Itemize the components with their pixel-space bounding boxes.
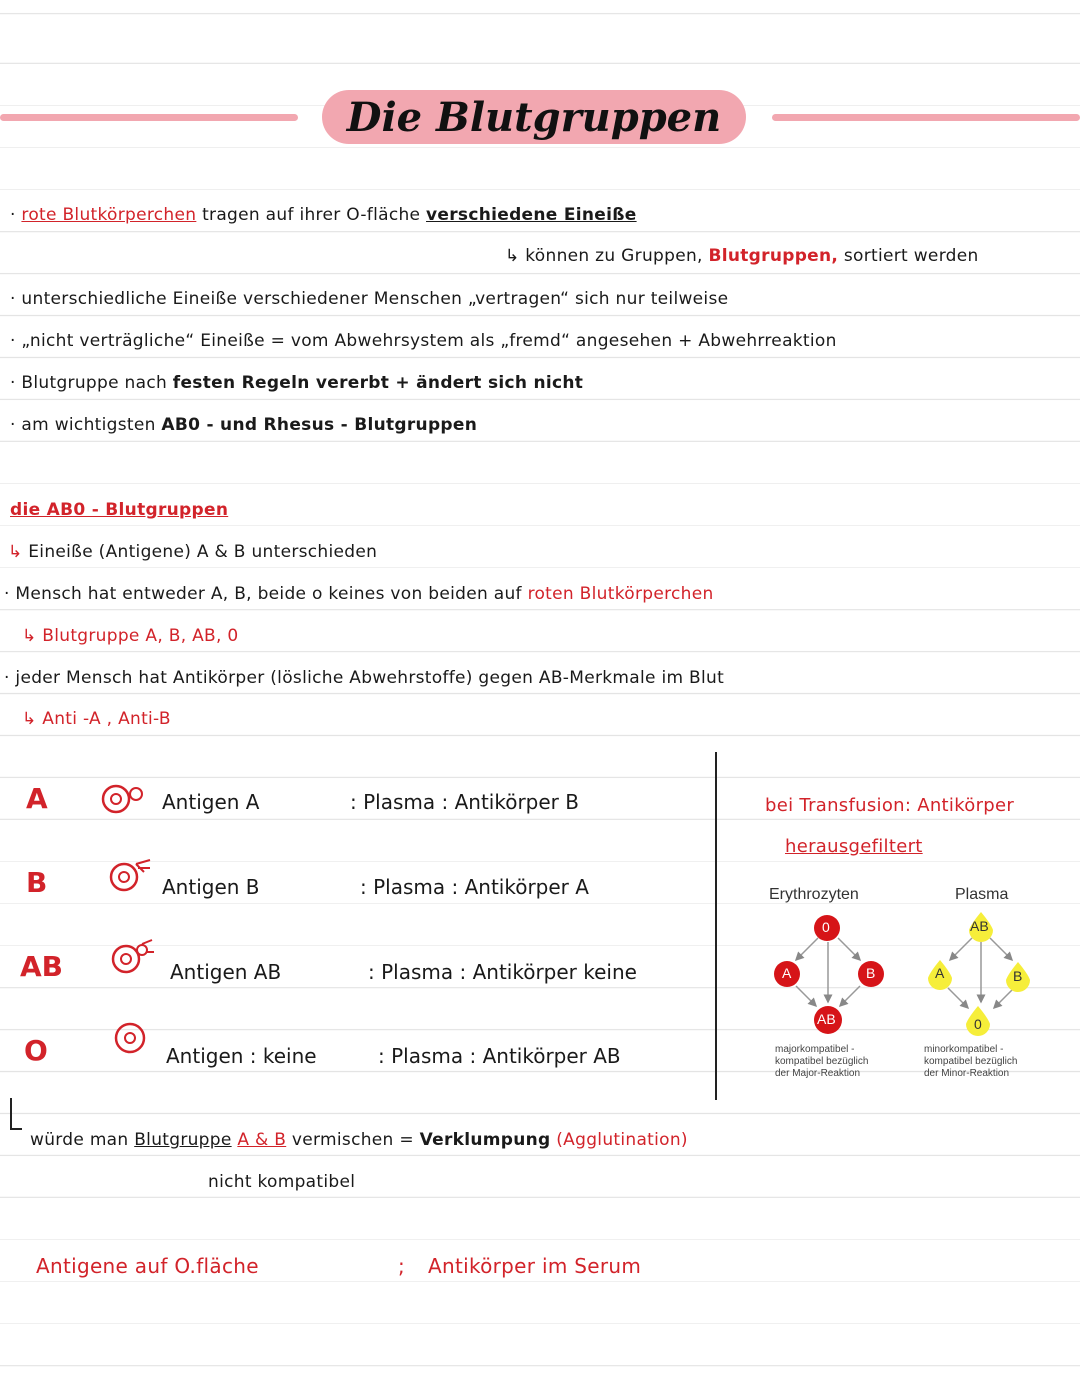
note-text: Blutgruppe A, B, AB, 0	[42, 626, 239, 646]
note-emph-red: Blutgruppen,	[708, 246, 839, 266]
note-text: „nicht verträgliche“ Eineiße = vom Abwehrsystem als „fremd“ angesehen + Abwehrreaktion	[21, 331, 837, 351]
node-label: 0	[974, 1016, 982, 1032]
node-label: 0	[822, 919, 830, 935]
arrow-icon: ↳	[8, 542, 23, 562]
node-label: AB	[970, 918, 989, 934]
group-letter: B	[26, 866, 48, 899]
antigen-label: Antigen : keine	[166, 1044, 317, 1068]
red-cell-icon	[112, 1020, 152, 1056]
plasma-label: : Plasma : Antikörper AB	[378, 1044, 621, 1068]
corner-arrow	[10, 1128, 22, 1130]
note-text: tragen auf ihrer O-fläche	[202, 205, 421, 225]
diagram-right-caption: minorkompatibel - kompatibel bezüglich der Minor-Reaktion	[924, 1044, 1018, 1079]
divider	[715, 752, 717, 1100]
note-line-6: · am wichtigsten AB0 - und Rhesus - Blutgruppen	[10, 415, 478, 435]
title-pill	[322, 90, 746, 144]
red-cell-icon	[100, 782, 148, 816]
note-emph: festen Regeln vererbt + ändert sich nicht	[172, 373, 584, 393]
node-label: A	[782, 965, 792, 981]
plasma-label: : Plasma : Antikörper keine	[368, 960, 637, 984]
note-text: Anti -A , Anti-B	[42, 709, 171, 729]
corner-arrow	[10, 1098, 12, 1130]
plasma-label: : Plasma : Antikörper B	[350, 790, 579, 814]
note-text: Mensch hat entweder A, B, beide o keines von beiden auf	[15, 584, 522, 604]
diagram-left-caption: majorkompatibel - kompatibel bezüglich der Major-Reaktion	[775, 1044, 869, 1079]
red-cell-icon	[108, 938, 156, 974]
footer-right: Antikörper im Serum	[428, 1254, 642, 1278]
note-text: am wichtigsten	[21, 415, 156, 435]
note-text: Blutgruppe nach	[21, 373, 168, 393]
abo-line-4: · jeder Mensch hat Antikörper (lösliche Abwehrstoffe) gegen AB-Merkmale im Blut	[4, 668, 725, 688]
red-cell-icon	[106, 856, 154, 892]
note-line-1: · rote Blutkörperchen tragen auf ihrer O-fläche verschiedene Eineiße	[10, 205, 637, 225]
node-label: B	[866, 965, 876, 981]
note-text: Eineiße (Antigene) A & B unterschieden	[28, 542, 378, 562]
mix-line	[30, 1130, 688, 1150]
mix-sub: nicht kompatibel	[208, 1172, 356, 1192]
abo-line-5	[22, 709, 171, 729]
node-label: AB	[817, 1011, 836, 1027]
node-label: A	[935, 965, 945, 981]
antigen-label: Antigen AB	[170, 960, 282, 984]
group-letter: AB	[20, 950, 64, 983]
note-text: Blutgruppe	[134, 1130, 232, 1150]
group-letter: O	[24, 1034, 48, 1067]
antigen-label: Antigen A	[162, 790, 260, 814]
abo-line-1	[8, 542, 377, 562]
note-text: vermischen =	[291, 1130, 414, 1150]
footer-left: Antigene auf O.fläche	[36, 1254, 259, 1278]
antigen-label: Antigen B	[162, 875, 260, 899]
note-emph: AB0 - und Rhesus - Blutgruppen	[161, 415, 478, 435]
group-letter: A	[26, 782, 48, 815]
transfusion-line-1: bei Transfusion: Antikörper	[765, 795, 1015, 816]
note-red: roten Blutkörperchen	[527, 584, 714, 604]
note-line-3: · unterschiedliche Eineiße verschiedener Menschen „vertragen“ sich nur teilweise	[10, 289, 729, 309]
note-text: sortiert werden	[843, 246, 979, 266]
transfusion-line-2: herausgefiltert	[785, 836, 923, 857]
note-text: unterschiedliche Eineiße verschiedener Menschen „vertragen“ sich nur teilweise	[21, 289, 729, 309]
abo-heading: die AB0 - Blutgruppen	[10, 500, 229, 520]
footer-sep: ;	[398, 1254, 406, 1278]
note-text: können zu Gruppen,	[525, 246, 703, 266]
plasma-label: : Plasma : Antikörper A	[360, 875, 589, 899]
note-line-5: · Blutgruppe nach festen Regeln vererbt + ändert sich nicht	[10, 373, 584, 393]
diagram-left-title: Erythrozyten	[769, 886, 859, 903]
note-red: (Agglutination)	[556, 1130, 688, 1150]
note-emph: Verklumpung	[419, 1130, 551, 1150]
abo-line-3	[22, 626, 239, 646]
note-text: jeder Mensch hat Antikörper (lösliche Abwehrstoffe) gegen AB-Merkmale im Blut	[15, 668, 725, 688]
node-label: B	[1013, 968, 1023, 984]
note-emph: verschiedene Eineiße	[426, 205, 637, 225]
note-text: würde man	[30, 1130, 129, 1150]
header-line-right	[772, 114, 1080, 121]
note-line-2: ↳ können zu Gruppen, Blutgruppen, sortiert werden	[505, 246, 979, 266]
diagram-right-title: Plasma	[955, 886, 1009, 903]
abo-line-2: · Mensch hat entweder A, B, beide o keines von beiden auf roten Blutkörperchen	[4, 584, 714, 604]
note-red-bloodcells: rote Blutkörperchen	[21, 205, 197, 225]
header-line-left	[0, 114, 298, 121]
note-line-4: · „nicht verträgliche“ Eineiße = vom Abwehrsystem als „fremd“ angesehen + Abwehrreaktion	[10, 331, 837, 351]
note-red: A & B	[237, 1130, 287, 1150]
arrow-icon: ↳	[22, 626, 37, 646]
page-title: Die Blutgruppen	[346, 93, 722, 141]
arrow-icon: ↳	[22, 709, 37, 729]
